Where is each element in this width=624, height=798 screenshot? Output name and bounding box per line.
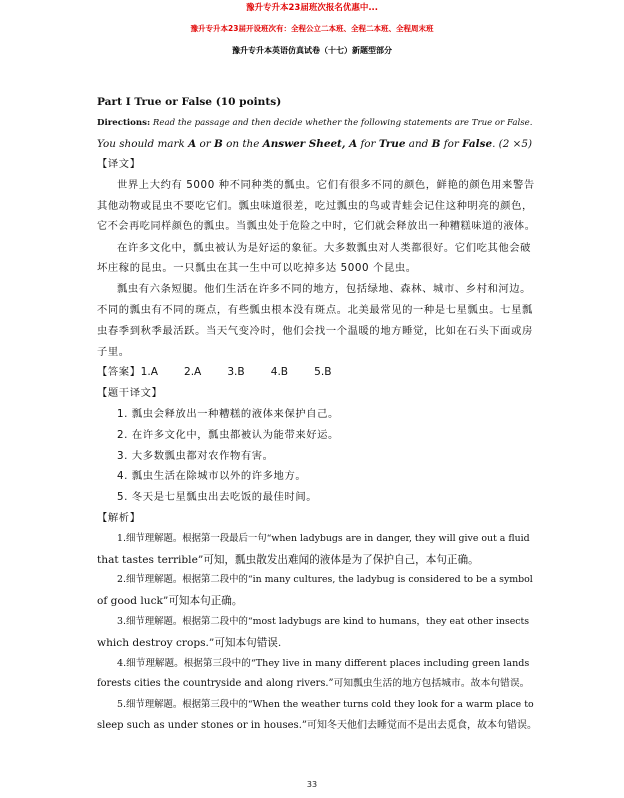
directions-text-part: and <box>405 137 432 150</box>
answer-item: 4.B <box>270 366 289 379</box>
document-title: 豫升专升本英语仿真试卷（十七）新题型部分 <box>232 46 392 55</box>
translation-line: 在许多文化中，瓢虫被认为是好运的象征。大多数瓢虫对人类都很好。它们吃其他会破 <box>117 241 532 254</box>
analysis-line: 1.细节理解题。根据第一段最后一句“when ladybugs are in danger, they will give out a fluid <box>117 532 530 544</box>
directions-text-part: for <box>440 137 463 150</box>
translation-label: 【译文】 <box>97 158 141 171</box>
translation-line: 虫春季到秋季最活跃。当天气变冷时，他们会找一个温暖的地方睡觉，比如在石头下面或房 <box>97 324 533 337</box>
answer-item: 3.B <box>227 366 245 379</box>
directions-label: Directions: <box>97 117 151 128</box>
directions-text: Read the passage and then decide whether the following statements are True or False. <box>152 117 533 128</box>
banner-promo-line: 豫升专升本23届班次报名优惠中... <box>245 3 379 13</box>
analysis-line: of good luck”可知本句正确。 <box>97 595 243 608</box>
analysis-line: 4.细节理解题。根据第三段中的“They live in many different places including green lands <box>117 657 530 669</box>
analysis-line: that tastes terrible”可知，瓢虫散发出难闻的液体是为了保护自己，本句正确。 <box>97 553 479 566</box>
translation-line: 不同的瓢虫有不同的斑点，有些瓢虫根本没有斑点。北美最常见的一种是七星瓢虫。七星瓢 <box>97 303 533 316</box>
directions-text-part: B <box>213 137 223 150</box>
banner-classes-line: 豫升专升本23届开设班次有：全程公立二本班、全程二本班、全程周末班 <box>190 24 434 33</box>
question-translation-item: 2. 在许多文化中，瓢虫都被认为能带来好运。 <box>117 428 339 441</box>
answer-item: 5.B <box>314 366 332 379</box>
answer-item: 2.A <box>183 366 202 379</box>
document-body <box>97 92 537 737</box>
translation-line: 世界上大约有 5000 种不同种类的瓢虫。它们有很多不同的颜色，鲜艳的颜色用来警告 <box>117 179 535 192</box>
directions-text-part: B <box>431 137 441 150</box>
directions-text-part: True <box>378 137 406 150</box>
directions-text-part: or <box>196 137 214 150</box>
directions-text-part: on the <box>222 137 263 150</box>
directions-text-part: You should mark <box>97 137 189 150</box>
directions-text-part: for <box>357 137 379 150</box>
analysis-label: 【解析】 <box>97 511 141 524</box>
answer-item: 1.A <box>140 366 158 379</box>
analysis-line: 5.细节理解题。根据第三段中的“When the weather turns cold they look for a warm place to <box>117 699 534 711</box>
question-translation-item: 3. 大多数瓢虫都对农作物有害。 <box>117 449 274 462</box>
directions-line-2 <box>97 134 532 155</box>
question-translation-label: 【题干译文】 <box>97 387 163 400</box>
translation-line: 它不会再吃同样颜色的瓢虫。当瓢虫处于危险之中时，它们就会释放出一种糟糕味道的液体。 <box>97 220 536 232</box>
translation-line: 其他动物或昆虫不要吃它们。瓢虫味道很差，吃过瓢虫的鸟或青蛙会记住这种明亮的颜色， <box>97 199 533 212</box>
directions-text-part: False <box>462 137 493 150</box>
answer-row <box>97 362 532 383</box>
question-translation-item: 5. 冬天是七星瓢虫出去吃饭的最佳时间。 <box>117 491 318 504</box>
question-translation-item: 1. 瓢虫会释放出一种糟糕的液体来保护自己。 <box>117 407 339 420</box>
analysis-line: sleep such as under stones or in houses.”可知冬天他们去睡觉而不是出去觅食，故本句错误。 <box>97 719 537 731</box>
answer-label: 【答案】 <box>97 366 141 379</box>
directions-line-1 <box>97 113 532 134</box>
translation-line: 坏庄稼的昆虫。一只瓢虫在其一生中可以吃掉多达 5000 个昆虫。 <box>97 262 417 275</box>
analysis-line: 3.细节理解题。根据第二段中的“most ladybugs are kind to humans，they eat other insects <box>117 615 530 627</box>
directions-text-part: Answer Sheet, A <box>262 137 358 150</box>
part-heading: Part I True or False (10 points) <box>97 96 282 108</box>
question-translation-item: 4. 瓢虫生活在除城市以外的许多地方。 <box>117 470 307 483</box>
translation-line: 子里。 <box>97 345 130 358</box>
analysis-line: forests cities the countryside and along rivers.”可知瓢虫生活的地方包括城市。故本句错误。 <box>97 678 530 690</box>
directions-text-part: . (2 ×5) <box>492 137 533 150</box>
analysis-line: 2.细节理解题。根据第二段中的“in many cultures, the ladybug is considered to be a symbol <box>117 574 533 586</box>
analysis-line: which destroy crops.”可知本句错误. <box>97 636 282 649</box>
directions-text-part: A <box>188 137 197 150</box>
page-number: 33 <box>306 780 318 789</box>
translation-line: 瓢虫有六条短腿。他们生活在许多不同的地方，包括绿地、森林、城市、乡村和河边。 <box>117 283 532 296</box>
